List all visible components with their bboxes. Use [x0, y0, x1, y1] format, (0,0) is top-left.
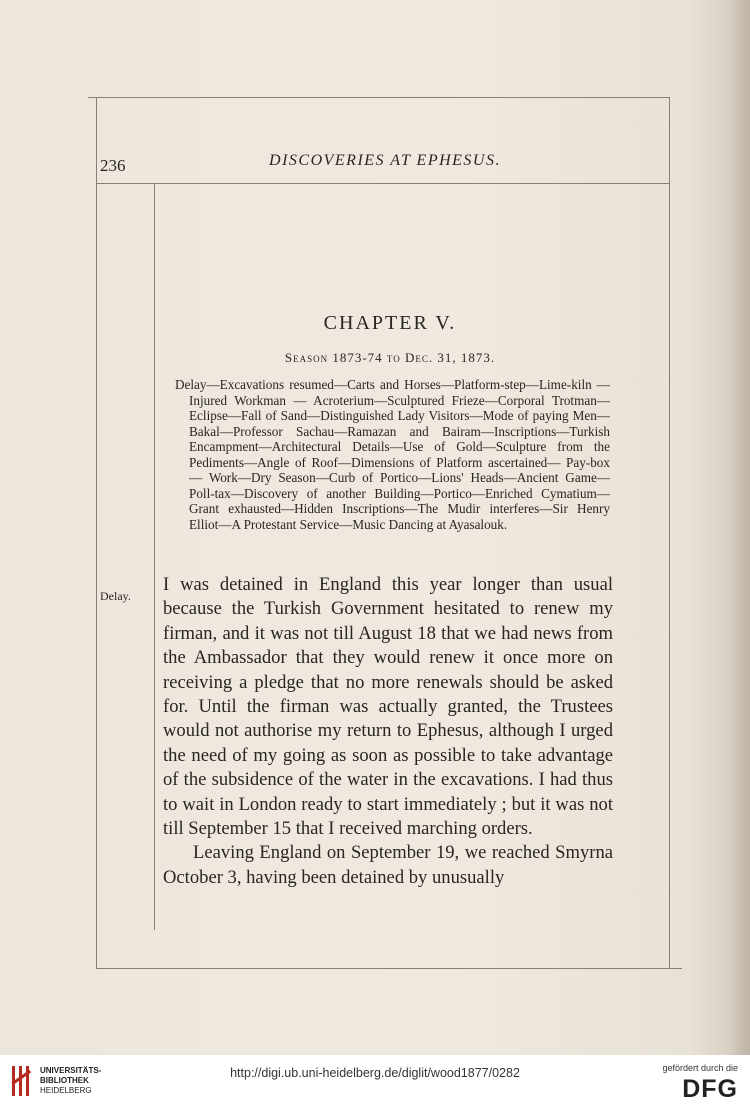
frame-bottom-rule [96, 968, 682, 969]
funded-by-label: gefördert durch die [662, 1063, 738, 1073]
paragraph-2: Leaving England on September 19, we reached Smyrna October 3, having been detained by unusually [163, 842, 613, 888]
header-rule [96, 183, 670, 184]
margin-column-rule [154, 184, 155, 930]
library-name: UNIVERSITÄTS- BIBLIOTHEK HEIDELBERG [40, 1066, 102, 1095]
margin-note: Delay. [100, 589, 131, 603]
body-text [163, 573, 613, 890]
frame-right-rule [669, 97, 670, 969]
dfg-logo[interactable]: DFG [682, 1075, 738, 1103]
chapter-season: Season 1873-74 to Dec. 31, 1873. [284, 350, 496, 365]
chapter-summary: Delay—Excavations resumed—Carts and Horses—Platform-step—Lime-kiln — Injured Workman — Acroterium—Sculptured Frieze—Corporal Trotman—Eclipse—Fall of Sand—Distinguished Lady Visitors—Mode of paying Men—Bakal—Professor Sachau—Ramazan and Bairam—Inscriptions—Turkish Encampment—Architectural Details—Use of Gold—Sculpture from the Pediments—Angle of Roof—Dimensions of Platform ascertained— Pay-box — Work—Dry Season—Curb of Portico—Lions' Heads—Ancient Game—Poll-tax—Discovery of another Building—Portico—Enriched Cymatium—Grant exhausted—Hidden Inscriptions—The Mudir interferes—Sir Henry Elliot—A Protestant Service—Music Dancing at Ayasalouk. [175, 377, 610, 532]
frame-top-rule [88, 97, 670, 98]
permalink-url[interactable]: http://digi.ub.uni-heidelberg.de/diglit/wood1877/0282 [230, 1066, 520, 1080]
frame-left-rule [96, 97, 97, 969]
page-number: 236 [100, 156, 126, 175]
paragraph-1: I was detained in England this year longer than usual because the Turkish Government hesitated to renew my firman, and it was not till August 18 that we had news from the Ambassador that they would renew it once more on receiving a pledge that no more renewals should be asked for. Until the firman was actually granted, the Trustees would not authorise my return to Ephesus, although I urged the need of my going as soon as possible to take advantage of the subsidence of the water in the excavations. I had thus to wait in London ready to start immediately ; but it was not till September 15 that I received marching orders. [163, 574, 613, 840]
running-title: DISCOVERIES AT EPHESUS. [269, 152, 501, 169]
chapter-title: CHAPTER V. [323, 312, 457, 334]
